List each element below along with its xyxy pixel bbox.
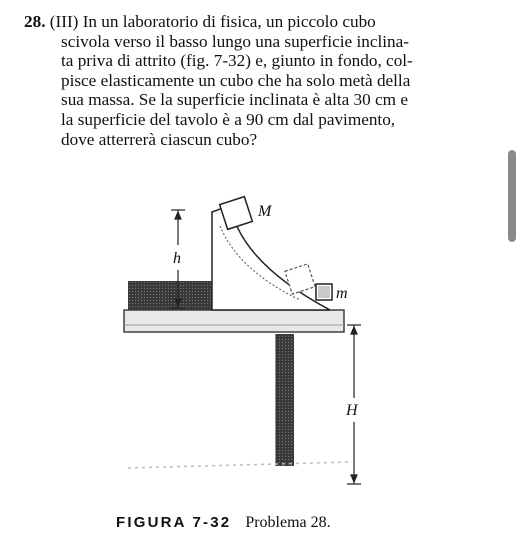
cube-small-m [316,284,332,300]
caption-problem: Problema 28. [245,514,331,531]
figure-caption [116,514,331,532]
label-M: M [258,203,272,220]
label-h: h [173,250,181,267]
table-top [124,310,344,332]
problem-line-6: la superficie del tavolo è a 90 cm dal pavimento, [61,109,396,129]
scrollbar-thumb[interactable] [508,150,516,242]
problem-line-7: dove atterrerà ciascun cubo? [61,129,258,149]
problem-line-3: ta priva di attrito (fig. 7-32) e, giunto in fondo, col- [61,51,413,71]
wall-block [128,281,218,311]
problem-line-5: sua massa. Se la superficie inclinata è alta 30 cm e [61,90,408,110]
problem-line-1: 28. (III) In un laboratorio di fisica, un piccolo cubo [24,12,376,31]
problem-line-2: scivola verso il basso lungo una superficie inclina- [61,31,409,51]
problem-number: 28. [24,12,46,31]
table-leg [276,334,294,466]
caption-label: FIGURA 7-32 [116,514,232,531]
problem-line-4: pisce elasticamente un cubo che ha solo metà della [61,70,411,90]
floor-line [128,462,350,468]
label-m: m [336,285,348,302]
label-H: H [346,402,358,419]
